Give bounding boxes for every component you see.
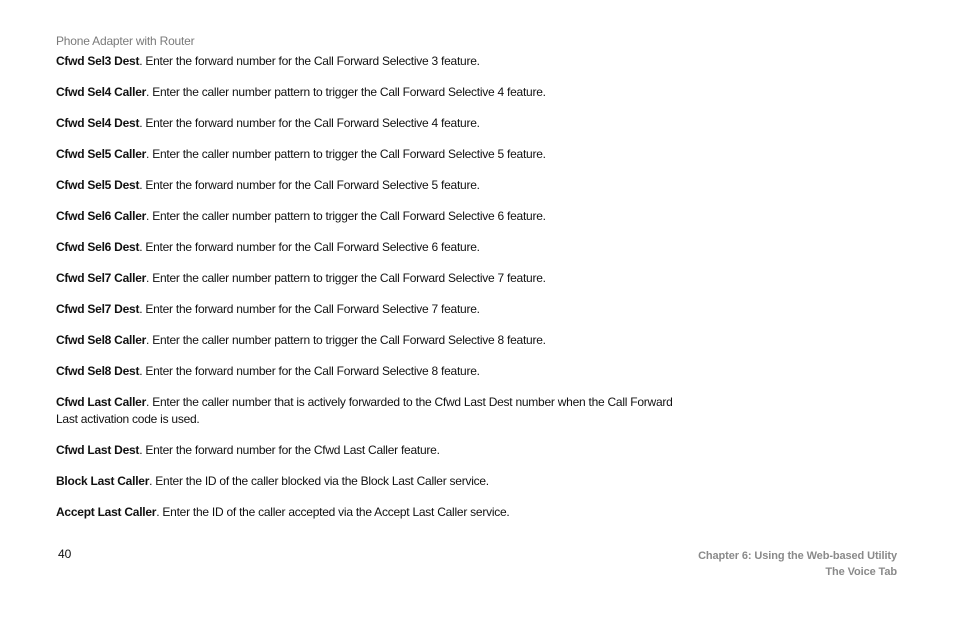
entry-description: . Enter the caller number pattern to trigger the Call Forward Selective 5 feature.: [146, 147, 546, 161]
running-header: Phone Adapter with Router: [56, 34, 195, 48]
entry-description: . Enter the caller number pattern to trigger the Call Forward Selective 4 feature.: [146, 85, 546, 99]
entry-term: Cfwd Sel5 Caller: [56, 147, 147, 161]
definition-entry: [56, 84, 696, 101]
entry-term: Cfwd Sel6 Dest: [56, 240, 140, 254]
entry-term: Cfwd Sel3 Dest: [56, 54, 140, 68]
definition-entry: [56, 301, 696, 318]
entry-description: . Enter the forward number for the Call Forward Selective 8 feature.: [139, 364, 480, 378]
entry-description: . Enter the forward number for the Cfwd Last Caller feature.: [139, 443, 440, 457]
definition-entry: [56, 115, 696, 132]
definition-entry: [56, 332, 696, 349]
entry-description: . Enter the forward number for the Call Forward Selective 7 feature.: [139, 302, 480, 316]
definition-entry: [56, 146, 696, 163]
entry-description: . Enter the forward number for the Call Forward Selective 5 feature.: [139, 178, 480, 192]
footer-chapter-info: [698, 548, 897, 580]
entry-description: . Enter the forward number for the Call Forward Selective 6 feature.: [139, 240, 480, 254]
entry-description: . Enter the caller number pattern to trigger the Call Forward Selective 8 feature.: [146, 333, 546, 347]
definition-entry: [56, 239, 696, 256]
entry-term: Cfwd Sel6 Caller: [56, 209, 147, 223]
definition-entry: [56, 442, 696, 459]
entry-description: . Enter the forward number for the Call Forward Selective 3 feature.: [139, 54, 480, 68]
entry-term: Cfwd Last Caller: [56, 395, 147, 409]
definition-entry: [56, 208, 696, 225]
definition-entry: [56, 394, 696, 428]
entry-description: . Enter the forward number for the Call Forward Selective 4 feature.: [139, 116, 480, 130]
entry-term: Cfwd Sel5 Dest: [56, 178, 140, 192]
entry-term: Cfwd Last Dest: [56, 443, 140, 457]
page-number: 40: [58, 547, 72, 561]
entry-term: Accept Last Caller: [56, 505, 157, 519]
entry-term: Cfwd Sel7 Dest: [56, 302, 140, 316]
definition-entry: [56, 53, 696, 70]
footer-chapter-title: Chapter 6: Using the Web-based Utility: [698, 550, 897, 562]
entry-description: . Enter the ID of the caller blocked via the Block Last Caller service.: [149, 474, 489, 488]
definition-entry: [56, 504, 696, 521]
entry-description: . Enter the caller number pattern to trigger the Call Forward Selective 7 feature.: [146, 271, 546, 285]
definition-entry: [56, 363, 696, 380]
definition-entry: [56, 270, 696, 287]
entry-term: Cfwd Sel4 Caller: [56, 85, 147, 99]
entry-term: Cfwd Sel7 Caller: [56, 271, 147, 285]
entry-description: . Enter the caller number that is actively forwarded to the Cfwd Last Dest number when the Call Forward Last activation code is used.: [56, 395, 673, 426]
entry-term: Block Last Caller: [56, 474, 150, 488]
entry-description: . Enter the ID of the caller accepted via the Accept Last Caller service.: [156, 505, 510, 519]
entry-description: . Enter the caller number pattern to trigger the Call Forward Selective 6 feature.: [146, 209, 546, 223]
entry-term: Cfwd Sel8 Caller: [56, 333, 147, 347]
footer-section-title: The Voice Tab: [825, 566, 897, 578]
entry-term: Cfwd Sel8 Dest: [56, 364, 140, 378]
definition-entry: [56, 473, 696, 490]
entry-term: Cfwd Sel4 Dest: [56, 116, 140, 130]
document-body: [56, 53, 696, 535]
definition-entry: [56, 177, 696, 194]
